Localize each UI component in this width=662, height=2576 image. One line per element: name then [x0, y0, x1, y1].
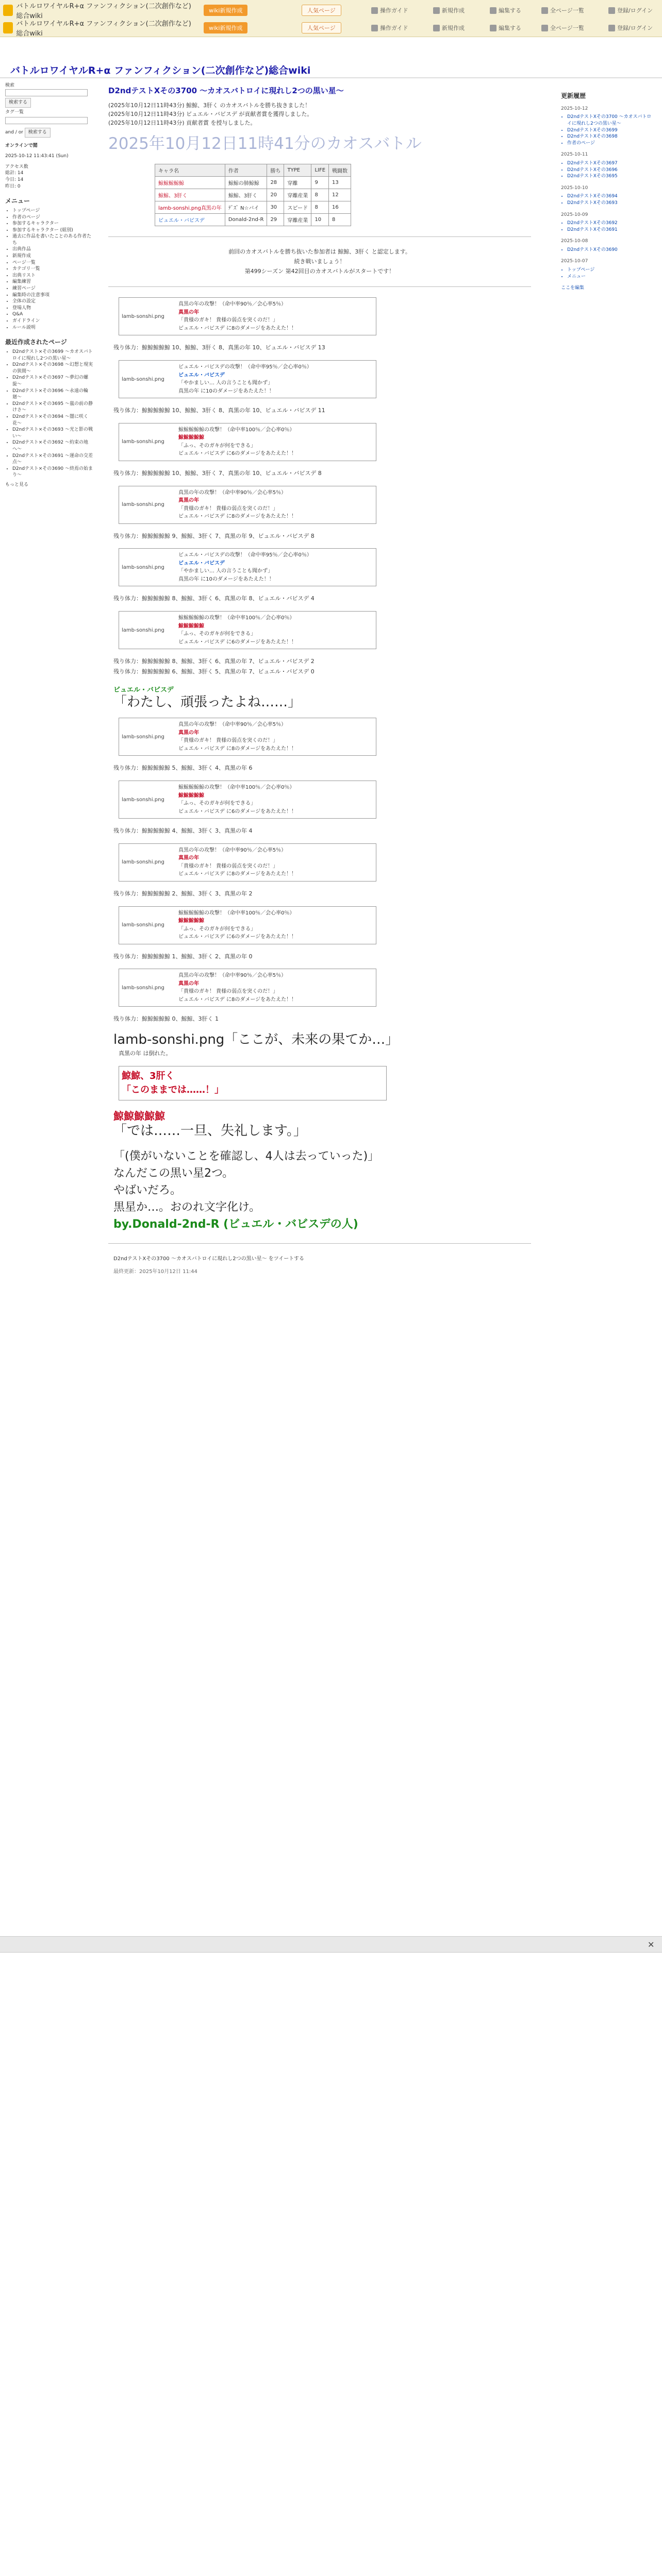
site-title-2[interactable]: [3, 18, 194, 38]
character-image: lamb-sonshi.png: [122, 627, 164, 633]
login-link-2[interactable]: [608, 24, 653, 32]
tweet-link[interactable]: D2ndテストXその3700 〜カオスバトロイに現れし2つの黒い星〜 をツイートする: [113, 1256, 304, 1262]
or-option[interactable]: or: [18, 129, 23, 135]
table-cell: 穿離産業: [284, 189, 311, 201]
battle-line: 「やかましい… 人の言うことも聞かず」: [178, 380, 273, 386]
tag-search-input[interactable]: [5, 117, 88, 124]
final-box: [119, 1066, 387, 1101]
guide-label-2: 操作ガイド: [380, 25, 408, 31]
wiki-logo-icon: [3, 5, 13, 16]
table-cell[interactable]: ビュエル・バビスデ: [155, 214, 225, 226]
closing-line: 黒星か…。おのれ文字化け。: [113, 1200, 261, 1214]
recent-item[interactable]: • D2ndテスト×その3699 〜カオスバトロイに現れし2つの黒い星〜: [12, 349, 95, 362]
table-header: 作者: [225, 164, 267, 177]
history-item[interactable]: • D2ndテストXその3696: [567, 167, 655, 174]
battle-text: [178, 551, 373, 583]
battle-line: 「ふっ、そのガキが何をできる」: [178, 926, 256, 932]
history-date: 2025-10-10: [561, 185, 588, 191]
battle-speaker: 鯨鯨鯨鯨鯨: [178, 792, 204, 799]
battle-line: ビュエル・バビスデ に6のダメージをあたえた！！: [178, 934, 297, 940]
character-image: lamb-sonshi.png: [122, 502, 164, 508]
history-list: [561, 220, 655, 233]
quote-text: 「では……一旦、失礼します。」: [113, 1123, 307, 1139]
defeat-quote: [113, 684, 526, 711]
character-image: lamb-sonshi.png: [122, 439, 164, 445]
divider: [108, 236, 531, 237]
quote-text: 「このままでは……！」: [122, 1084, 224, 1096]
battle-line: 「貴様のガキ！ 貴様の弱点を突くのだ！」: [178, 863, 278, 869]
table-cell: 13: [329, 177, 351, 189]
battle-line: 真黒の年の攻撃！（命中率90％／会心率5％）: [178, 973, 287, 979]
battle-date-heading: 2025年10月12日11時41分のカオスバトル: [108, 134, 422, 154]
battle-speaker: 鯨鯨鯨鯨鯨: [178, 435, 204, 441]
menu-item[interactable]: • 練習ページ: [12, 285, 95, 292]
site-title-text: バトルロワイヤルR+α ファンフィクション(二次創作など)総合wiki: [16, 3, 191, 20]
result-meta: [108, 101, 531, 127]
battle-text: [178, 363, 373, 395]
battle-text: [178, 614, 373, 646]
list-icon: [541, 7, 548, 14]
new-wiki-button-2[interactable]: [204, 22, 247, 33]
last-updated: 最終更新：2025年10月12日 11:44: [113, 1268, 197, 1275]
edit-icon: [490, 25, 496, 31]
battle-line: ビュエル・バビスデの攻撃！（命中率95％／会心率0％）: [178, 364, 312, 370]
search-button-2[interactable]: 検索する: [25, 128, 51, 138]
battle-text: [178, 846, 373, 878]
recent-item[interactable]: • D2ndテスト×その3695 〜嵐の前の静けさ〜: [12, 401, 95, 414]
battle-speaker: ビュエル・バビスデ: [178, 560, 225, 566]
recent-item[interactable]: • D2ndテスト×その3690 〜終焉の始まり〜: [12, 466, 95, 479]
table-cell[interactable]: 鯨鯨鯨鯨鯨: [155, 177, 225, 189]
table-header: キャラ名: [155, 164, 225, 177]
battle-line: 真黒の年 に10のダメージをあたえた！！: [178, 576, 274, 582]
battle-text: [178, 426, 373, 458]
battle-box: [119, 297, 376, 335]
battle-speaker: ビュエル・バビスデ: [178, 372, 225, 378]
participants-table: [155, 164, 351, 226]
hp-status: 残り体力：鯨鯨鯨鯨鯨 8、鯨鯨、3肝く 6、真黒の年 8、ビュエル・バビスデ 4: [113, 595, 315, 602]
menu-item[interactable]: • ガイドライン: [12, 318, 95, 325]
table-cell[interactable]: 鯨鯨、3肝く: [155, 189, 225, 201]
new-page-label-2: 新規作成: [442, 25, 465, 31]
access-today: 今日: 14: [5, 177, 24, 182]
popular-label-2: 人気ページ: [307, 25, 336, 31]
top-bar: [0, 0, 662, 37]
battle-box: [119, 718, 376, 756]
table-cell: 8: [311, 189, 329, 201]
meta-line: (2025年10月12日11時43分) ビュエル・バビスデ が貢献者賞を獲得しました。: [108, 111, 313, 118]
table-header: 戦闘数: [329, 164, 351, 177]
top-bar-row-1: [0, 2, 662, 19]
character-image: lamb-sonshi.png: [122, 734, 164, 740]
new-page-label: 新規作成: [442, 7, 465, 14]
table-cell: 12: [329, 189, 351, 201]
list-icon: [541, 25, 548, 31]
character-image: lamb-sonshi.png: [122, 376, 164, 382]
table-cell: 鯨鯨、3肝く: [225, 189, 267, 201]
table-cell: 16: [329, 201, 351, 214]
update-history-title: 更新履歴: [561, 92, 586, 99]
table-cell: Donald-2nd-R: [225, 214, 267, 226]
wiki-logo-icon-2: [3, 22, 13, 33]
quote-speaker: 鯨鯨鯨鯨鯨: [113, 1110, 165, 1123]
menu-item[interactable]: • ページ一覧: [12, 260, 95, 266]
quote-speaker: ビュエル・バビスデ: [113, 686, 174, 694]
history-list: [561, 160, 655, 180]
battle-line: 「貴様のガキ！ 貴様の弱点を突くのだ！」: [178, 989, 278, 995]
battle-speaker: 真黒の年: [178, 498, 199, 504]
history-item[interactable]: • D2ndテストXその3697: [567, 160, 655, 167]
battle-speaker: 鯨鯨鯨鯨鯨: [178, 623, 204, 629]
history-date: 2025-10-09: [561, 212, 588, 217]
menu-item[interactable]: • 編集時の注意事項: [12, 292, 95, 299]
table-cell: 29: [267, 214, 284, 226]
intro-line: 前回のカオスバトルを勝ち抜いた参加者は 鯨鯨、3肝く と認定します。: [228, 248, 411, 256]
battle-line: 「ふっ、そのガキが何をできる」: [178, 631, 256, 637]
battle-speaker: 鯨鯨鯨鯨鯨: [178, 918, 204, 924]
character-image: lamb-sonshi.png: [122, 796, 164, 803]
history-date: 2025-10-07: [561, 259, 588, 264]
new-page-icon: [433, 25, 440, 31]
history-item[interactable]: • D2ndテストXその3694: [567, 193, 655, 200]
battle-line: 真黒の年の攻撃！（命中率90％／会心率5％）: [178, 722, 287, 728]
intro-line: 続き戦いましょう！: [294, 258, 345, 265]
table-cell: 8: [329, 214, 351, 226]
user-icon: [608, 25, 615, 31]
character-image: lamb-sonshi.png: [122, 313, 164, 319]
battle-line: 鯨鯨鯨鯨鯨の攻撃！（命中率100％／会心率0％）: [178, 785, 295, 791]
menu-item[interactable]: • 登場人物: [12, 305, 95, 312]
menu-item[interactable]: • Q&A: [12, 311, 95, 318]
hp-status: 残り体力：鯨鯨鯨鯨鯨 8、鯨鯨、3肝く 6、真黒の年 7、ビュエル・バビスデ 2: [113, 658, 315, 665]
recent-item[interactable]: • D2ndテスト×その3692 〜約束の地へ〜: [12, 439, 95, 452]
table-cell: ﾃﾞｽﾞ N☆バイ: [225, 201, 267, 214]
new-wiki-label: wiki新規作成: [209, 7, 243, 14]
table-cell[interactable]: lamb-sonshi.png真黒の年: [155, 201, 225, 214]
battle-line: 鯨鯨鯨鯨鯨の攻撃！（命中率100％／会心率0％）: [178, 427, 295, 433]
edit-icon: [490, 7, 496, 14]
closing-line: 「(僕がいないことを確認し、4人は去っていった)」: [113, 1149, 379, 1163]
menu-item[interactable]: • 作者のページ: [12, 214, 95, 221]
intro-line: 第499シーズン 第42回目のカオスバトルがスタートです！: [244, 267, 395, 275]
battle-line: 鯨鯨鯨鯨鯨の攻撃！（命中率100％／会心率0％）: [178, 615, 295, 621]
quote-note: 真黒の年 は倒れた。: [119, 1049, 172, 1057]
battle-box: [119, 969, 376, 1007]
history-list: [561, 114, 655, 146]
table-row: [155, 214, 351, 226]
meta-line: (2025年10月12日11時43分) 貢献者賞 を授与しました。: [108, 120, 256, 127]
history-item[interactable]: • 作者のページ: [567, 140, 655, 147]
hp-status: 残り体力：鯨鯨鯨鯨鯨 6、鯨鯨、3肝く 5、真黒の年 7、ビュエル・バビスデ 0: [113, 668, 315, 675]
menu-item[interactable]: • 過去に作品を書いたことのある作者たち: [12, 233, 95, 246]
edit-this-link[interactable]: ここを編集: [561, 285, 585, 291]
battle-line: ビュエル・バビスデ に6のダメージをあたえた！！: [178, 639, 297, 645]
access-yesterday: 昨日: 0: [5, 183, 21, 189]
quote-speaker: 鯨鯨、3肝く: [122, 1070, 175, 1081]
new-page-icon: [433, 7, 440, 14]
menu-item[interactable]: • 出典作品: [12, 246, 95, 253]
main-content: [108, 85, 531, 1280]
battle-text: [178, 972, 373, 1004]
all-pages-link-2[interactable]: [541, 24, 584, 32]
history-item[interactable]: • D2ndテストXその3690: [567, 247, 655, 253]
battle-speaker: 真黒の年: [178, 730, 199, 736]
quote-text: lamb-sonshi.png「ここが、未来の果てか…」: [113, 1032, 399, 1048]
page-header: [0, 61, 662, 78]
table-cell: 28: [267, 177, 284, 189]
edit-link[interactable]: [490, 6, 521, 14]
table-cell: 20: [267, 189, 284, 201]
quote-text: 「わたし、頑張ったよね……」: [113, 694, 302, 710]
battle-line: ビュエル・バビスデ に6のダメージをあたえた！！: [178, 808, 297, 815]
battle-text: [178, 300, 373, 332]
hp-status: 残り体力：鯨鯨鯨鯨鯨 9、鯨鯨、3肝く 7、真黒の年 9、ビュエル・バビスデ 8: [113, 532, 315, 539]
search-label: 検索: [5, 83, 15, 88]
battle-intro: [108, 247, 531, 276]
table-row: [155, 189, 351, 201]
history-item[interactable]: • D2ndテストXその3695: [567, 173, 655, 180]
battle-box: [119, 548, 376, 586]
recent-title: 最近作成されたページ: [5, 338, 67, 346]
table-cell: 8: [311, 201, 329, 214]
recent-item[interactable]: • D2ndテスト×その3698 〜幻想と現実の狭間〜: [12, 362, 95, 375]
guide-link[interactable]: [371, 6, 408, 14]
user-icon: [608, 7, 615, 14]
wiki-title[interactable]: バトルロワイヤルR+α ファンフィクション(二次創作など)総合wiki: [10, 65, 311, 76]
history-date: 2025-10-08: [561, 239, 588, 244]
battle-line: ビュエル・バビスデ に6のダメージをあたえた！！: [178, 451, 297, 457]
new-page-link-2[interactable]: [433, 24, 465, 32]
battle-box: [119, 423, 376, 461]
battle-speaker: 真黒の年: [178, 980, 199, 987]
battle-box: [119, 906, 376, 944]
meta-line: (2025年10月12日11時43分) 鯨鯨、3肝く のカオスバトルを勝ち抜きました！: [108, 102, 311, 109]
menu-item[interactable]: • 参加するキャラクター: [12, 221, 95, 227]
menu-title: メニュー: [5, 197, 30, 205]
history-item[interactable]: • トップページ: [567, 267, 655, 274]
character-image: lamb-sonshi.png: [122, 922, 164, 928]
battle-line: 「貴様のガキ！ 貴様の弱点を突くのだ！」: [178, 505, 278, 512]
recent-item[interactable]: • D2ndテスト×その3693 〜光と影の戦い〜: [12, 427, 95, 439]
table-cell: 10: [311, 214, 329, 226]
hp-status: 残り体力：鯨鯨鯨鯨鯨 4、鯨鯨、3肝く 3、真黒の年 4: [113, 827, 253, 835]
ad-bar: [0, 1936, 662, 1953]
ending-quotes: [113, 1031, 526, 1058]
table-header-row: [155, 164, 351, 177]
recent-item[interactable]: • D2ndテスト×その3696 〜永遠の輪廻〜: [12, 388, 95, 401]
table-cell: 穿離産業: [284, 214, 311, 226]
close-icon[interactable]: ✕: [648, 1940, 655, 1950]
closing-line: やばいだろ。: [113, 1183, 182, 1197]
history-item[interactable]: • メニュー: [567, 274, 655, 280]
character-image: lamb-sonshi.png: [122, 859, 164, 866]
hp-status: 残り体力：鯨鯨鯨鯨鯨 1、鯨鯨、3肝く 2、真黒の年 0: [113, 953, 253, 960]
table-cell: 9: [311, 177, 329, 189]
history-item[interactable]: • D2ndテストXその3700 〜カオスバトロイに現れし2つの黒い星〜: [567, 114, 655, 127]
battle-line: ビュエル・バビスデ に8のダメージをあたえた！！: [178, 745, 297, 752]
guide-icon: [371, 7, 378, 14]
table-cell: 鯨鯨の肺鯨鯨: [225, 177, 267, 189]
battle-line: 「ふっ、そのガキが何をできる」: [178, 443, 256, 449]
battle-line: 「やかましい… 人の言うことも聞かず」: [178, 568, 273, 574]
battle-box: [119, 486, 376, 524]
closing-text: [113, 1148, 526, 1233]
guide-link-2[interactable]: [371, 24, 408, 32]
popular-pages-button[interactable]: [302, 5, 341, 16]
final-text: [122, 1069, 384, 1098]
edit-link-2[interactable]: [490, 24, 521, 32]
access-label: アクセス数: [5, 164, 28, 170]
divider: [108, 1243, 531, 1244]
table-header: LIFE: [311, 164, 329, 177]
battle-line: 「ふっ、そのガキが何をできる」: [178, 801, 256, 807]
battle-speaker: 真黒の年: [178, 309, 199, 315]
battle-line: ビュエル・バビスデ に8のダメージをあたえた！！: [178, 325, 297, 331]
history-item[interactable]: • D2ndテストXその3692: [567, 220, 655, 227]
history-item[interactable]: • D2ndテストXその3691: [567, 227, 655, 233]
recent-list: [5, 349, 95, 479]
top-bar-row-2: [0, 20, 662, 36]
login-label: 登録/ログイン: [617, 7, 653, 14]
table-header: TYPE: [284, 164, 311, 177]
menu-item[interactable]: • ルール説明: [12, 325, 95, 331]
hp-status: 残り体力：鯨鯨鯨鯨鯨 10、鯨鯨、3肝く 8、真黒の年 10、ビュエル・バビスデ 13: [113, 344, 325, 351]
table-cell: 30: [267, 201, 284, 214]
left-sidebar: [5, 82, 95, 488]
history-date: 2025-10-11: [561, 152, 588, 158]
guide-label: 操作ガイド: [380, 7, 408, 14]
menu-item[interactable]: • 新規作成: [12, 253, 95, 260]
menu-item[interactable]: • 全体の設定: [12, 298, 95, 305]
closing-author: by.Donald-2nd-R (ビュエル・バビスデの人): [113, 1217, 358, 1231]
recent-item[interactable]: • D2ndテスト×その3694 〜闇に咲く花〜: [12, 414, 95, 427]
farewell: [113, 1108, 526, 1140]
history-list: [561, 267, 655, 280]
battle-text: [178, 909, 373, 941]
new-wiki-label-2: wiki新規作成: [209, 25, 243, 31]
battle-line: 鯨鯨鯨鯨鯨の攻撃！（命中率100％／会心率0％）: [178, 910, 295, 916]
battle-box: [119, 843, 376, 882]
more-link[interactable]: もっと見る: [5, 482, 29, 487]
new-page-link[interactable]: [433, 6, 465, 14]
table-cell: スピード: [284, 201, 311, 214]
battle-line: ビュエル・バビスデ に8のダメージをあたえた！！: [178, 871, 297, 877]
login-link[interactable]: [608, 6, 653, 14]
recent-item[interactable]: • D2ndテスト×その3691 〜運命の交差点〜: [12, 453, 95, 466]
table-row: [155, 177, 351, 189]
table-cell: 穿離: [284, 177, 311, 189]
popular-pages-button-2[interactable]: [302, 22, 341, 33]
battle-text: [178, 721, 373, 753]
table-header: 勝ち: [267, 164, 284, 177]
battle-line: 「貴様のガキ！ 貴様の弱点を突くのだ！」: [178, 317, 278, 324]
battle-line: 真黒の年の攻撃！（命中率90％／会心率5％）: [178, 301, 287, 308]
menu-list: [5, 208, 95, 331]
history-date: 2025-10-12: [561, 106, 588, 111]
right-sidebar: [561, 92, 655, 292]
character-image: lamb-sonshi.png: [122, 564, 164, 570]
login-label-2: 登録/ログイン: [617, 25, 653, 31]
search-options: and / or 検索する: [5, 126, 95, 138]
tag-search-link[interactable]: タグ一覧: [5, 109, 24, 115]
battle-box: [119, 781, 376, 819]
battle-line: ビュエル・バビスデ に8のダメージをあたえた！！: [178, 996, 297, 1003]
history-list: [561, 193, 655, 206]
hp-status: 残り体力：鯨鯨鯨鯨鯨 0、鯨鯨、3肝く 1: [113, 1015, 219, 1023]
all-pages-label-2: 全ページ一覧: [550, 25, 584, 31]
history-list: [561, 247, 655, 253]
recent-item[interactable]: • D2ndテスト×その3697 〜夢幻の螺旋〜: [12, 375, 95, 387]
hp-status: 残り体力：鯨鯨鯨鯨鯨 5、鯨鯨、3肝く 4、真黒の年 6: [113, 765, 253, 772]
menu-item[interactable]: • トップページ: [12, 208, 95, 214]
search-input[interactable]: [5, 89, 88, 96]
site-title[interactable]: [3, 1, 194, 20]
battle-box: [119, 360, 376, 398]
menu-item[interactable]: • 参加するキャラクター (組別): [12, 227, 95, 234]
battle-line: ビュエル・バビスデの攻撃！（命中率95％／会心率0％）: [178, 552, 312, 558]
menu-item[interactable]: • 出典リスト: [12, 273, 95, 279]
battle-line: ビュエル・バビスデ に8のダメージをあたえた！！: [178, 514, 297, 520]
battle-text: [178, 784, 373, 816]
popular-label: 人気ページ: [307, 7, 336, 14]
access-total: 総計: 14: [5, 171, 24, 176]
menu-item[interactable]: • 編集練習: [12, 279, 95, 285]
all-pages-label: 全ページ一覧: [550, 7, 584, 14]
battle-box: [119, 611, 376, 649]
edit-label: 編集する: [499, 7, 521, 14]
hp-status: 残り体力：鯨鯨鯨鯨鯨 10、鯨鯨、3肝く 7、真黒の年 10、ビュエル・バビスデ 8: [113, 469, 322, 477]
all-pages-link[interactable]: [541, 6, 584, 14]
battle-text: [178, 489, 373, 521]
history-item[interactable]: • D2ndテストXその3693: [567, 200, 655, 207]
search-button[interactable]: 検索する: [5, 98, 31, 108]
history-item[interactable]: • D2ndテストXその3698: [567, 133, 655, 140]
and-option[interactable]: and: [5, 129, 14, 135]
menu-item[interactable]: • カテゴリ一覧: [12, 266, 95, 273]
battle-line: 真黒の年 に10のダメージをあたえた！！: [178, 388, 274, 394]
battle-line: 「貴様のガキ！ 貴様の弱点を突くのだ！」: [178, 738, 278, 744]
battle-line: 真黒の年の攻撃！（命中率90％／会心率5％）: [178, 489, 287, 496]
hp-status: 残り体力：鯨鯨鯨鯨鯨 2、鯨鯨、3肝く 3、真黒の年 2: [113, 890, 253, 897]
closing-line: なんだこの黒い星2つ。: [113, 1166, 234, 1180]
new-wiki-button[interactable]: [204, 5, 247, 16]
site-title-text-2: バトルロワイヤルR+α ファンフィクション(二次創作など)総合wiki: [16, 20, 191, 38]
page-title: D2ndテストXその3700 〜カオスバトロイに現れし2つの黒い星〜: [108, 86, 344, 95]
guide-icon: [371, 25, 378, 31]
edit-label-2: 編集する: [499, 25, 521, 31]
timestamp: 2025-10-12 11:43:41 (Sun): [5, 154, 69, 159]
divider: [108, 286, 531, 287]
online-label: オンラインで閲: [5, 143, 38, 148]
battle-line: 真黒の年の攻撃！（命中率90％／会心率5％）: [178, 847, 287, 853]
character-image: lamb-sonshi.png: [122, 985, 164, 991]
history-item[interactable]: • D2ndテストXその3699: [567, 127, 655, 134]
table-row: [155, 201, 351, 214]
hp-status: 残り体力：鯨鯨鯨鯨鯨 10、鯨鯨、3肝く 8、真黒の年 10、ビュエル・バビスデ 11: [113, 407, 325, 414]
battle-speaker: 真黒の年: [178, 855, 199, 861]
